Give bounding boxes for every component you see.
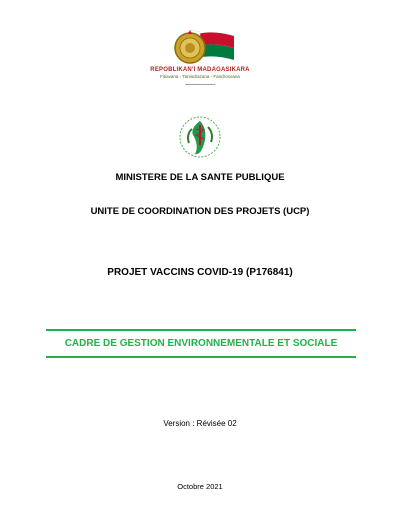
header-separator: -------------------- [185,82,215,88]
document-version: Version : Révisée 02 [163,419,237,428]
document-date: Octobre 2021 [177,482,223,491]
project-title: PROJET VACCINS COVID-19 (P176841) [107,267,293,278]
ministry-of-health-logo-icon [175,111,225,163]
madagascar-emblem-icon [168,22,238,70]
ministry-name: MINISTERE DE LA SANTE PUBLIQUE [115,172,285,183]
republic-name: REPOBLIKAN'I MADAGASIKARA [150,67,250,73]
document-title-box [46,329,356,358]
coordination-unit-name: UNITE DE COORDINATION DES PROJETS (UCP) [90,206,310,217]
document-title: CADRE DE GESTION ENVIRONNEMENTALE ET SOCIALE [64,338,338,349]
republic-motto: Fitiavana - Tanindrazana - Fandrosoana [160,74,240,79]
